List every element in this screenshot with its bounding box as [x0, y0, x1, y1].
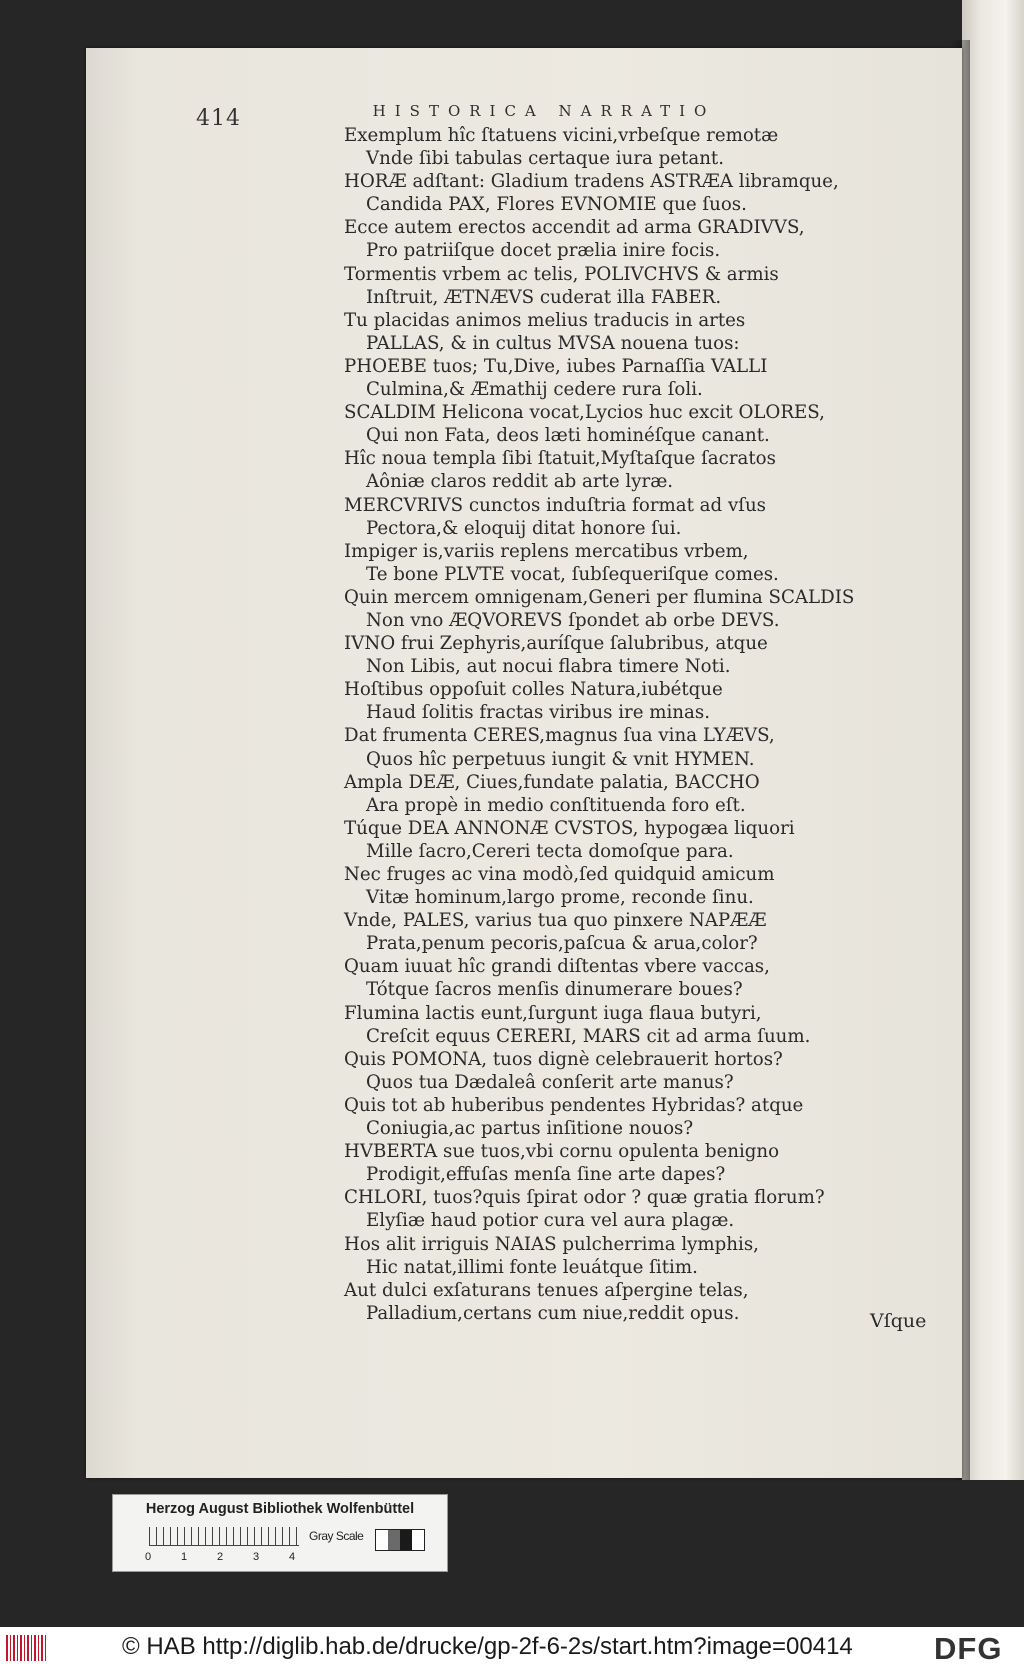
- color-target-card: [112, 1494, 448, 1572]
- hab-logo-icon: [6, 1635, 48, 1661]
- text-line: Hîc noua templa ſibi ſtatuit,Myſtaſque ſacratos: [344, 448, 776, 470]
- text-line: Quos tua Dædaleâ conſerit arte manus?: [366, 1071, 734, 1093]
- text-line: PALLAS, & in cultus MVSA nouena tuos:: [366, 332, 740, 354]
- text-line: Te bone PLVTE vocat, ſubſequeriſque comes.: [366, 563, 779, 585]
- facing-page-edge: [962, 0, 1024, 1480]
- text-line: Qui non Fata, deos læti hominéſque canant.: [366, 425, 770, 447]
- text-line: Quin mercem omnigenam,Generi per flumina SCALDIS: [344, 586, 855, 608]
- text-line: Quis tot ab huberibus pendentes Hybridas? atque: [344, 1094, 804, 1116]
- text-line: Candida PAX, Flores EVNOMIE que ſuos.: [366, 194, 747, 216]
- text-line: Hic natat,illimi fonte leuátque ſitim.: [366, 1256, 698, 1278]
- scale-number: 0: [145, 1551, 152, 1563]
- text-line: Tótque ſacros menſis dinumerare boues?: [366, 979, 743, 1001]
- text-line: Non Libis, aut nocui flabra timere Noti.: [366, 656, 731, 678]
- grayscale-label: Gray Scale: [309, 1529, 364, 1543]
- text-line: Quos hîc perpetuus iungit & vnit HYMEN.: [366, 748, 755, 770]
- footer-bar: [0, 1627, 1024, 1669]
- text-line: Ampla DEÆ, Ciues,fundate palatia, BACCHO: [344, 771, 760, 793]
- catchword: Vſque: [870, 1310, 927, 1332]
- text-line: IVNO frui Zephyris,auríſque ſalubribus, atque: [344, 633, 768, 655]
- book-page: [86, 48, 962, 1478]
- text-line: Mille ſacro,Cereri tecta domoſque para.: [366, 840, 734, 862]
- text-line: HVBERTA sue tuos,vbi cornu opulenta benigno: [344, 1141, 780, 1163]
- scale-number: 1: [181, 1551, 188, 1563]
- grayscale-swatches: [375, 1529, 425, 1551]
- text-line: Creſcit equus CERERI, MARS cit ad arma ſuum.: [366, 1025, 811, 1047]
- text-line: Inſtruit, ÆTNÆVS cuderat illa FABER.: [366, 286, 722, 308]
- text-line: Vnde ſibi tabulas certaque iura petant.: [366, 148, 725, 170]
- text-line: Aôniæ claros reddit ab arte lyræ.: [366, 471, 674, 493]
- text-line: Prata,penum pecoris,paſcua & arua,color?: [366, 933, 758, 955]
- text-line: Hos alit irriguis NAIAS pulcherrima lymphis,: [344, 1233, 759, 1255]
- text-line: Haud ſolitis fractas viribus ire minas.: [366, 702, 710, 724]
- text-line: CHLORI, tuos?quis ſpirat odor ? quæ gratia florum?: [344, 1187, 825, 1209]
- text-line: Exemplum hîc ſtatuens vicini,vrbeſque remotæ: [344, 125, 779, 146]
- scale-number: 4: [289, 1551, 296, 1563]
- text-line: Vitæ hominum,largo prome, reconde ſinu.: [366, 887, 754, 909]
- text-line: Hoſtibus oppoſuit colles Natura,iubétque: [344, 679, 723, 701]
- text-line: Elyſiæ haud potior cura vel aura plagæ.: [366, 1210, 735, 1232]
- running-head: HISTORICA NARRATIO: [372, 102, 716, 120]
- text-line: MERCVRIVS cunctos induſtria format ad vſus: [344, 494, 767, 516]
- text-line: Impiger is,variis replens mercatibus vrbem,: [344, 540, 749, 562]
- text-line: Tormentis vrbem ac telis, POLIVCHVS & armis: [344, 263, 779, 285]
- text-line: Pro patriiſque docet prælia inire focis.: [366, 240, 721, 262]
- text-line: Palladium,certans cum niue,reddit opus.: [366, 1302, 740, 1324]
- text-line: Flumina lactis eunt,ſurgunt iuga flaua butyri,: [344, 1002, 762, 1024]
- text-line: Pectora,& eloquij ditat honore ſui.: [366, 517, 682, 539]
- scale-ruler: [149, 1527, 299, 1546]
- text-line: Nec fruges ac vina modò,ſed quidquid amicum: [344, 864, 775, 885]
- scale-number: 3: [253, 1551, 260, 1563]
- text-line: Aut dulci exſaturans tenues aſpergine telas,: [344, 1279, 749, 1301]
- page-number: 414: [196, 106, 241, 131]
- text-line: Ecce autem erectos accendit ad arma GRADIVVS,: [344, 217, 805, 239]
- text-line: HORÆ adſtant: Gladium tradens ASTRÆA libramque,: [344, 171, 839, 193]
- text-line: Coniugia,ac partus inſitione nouos?: [366, 1118, 694, 1140]
- text-line: Vnde, PALES, varius tua quo pinxere NAPÆÆ: [344, 910, 767, 932]
- text-line: Non vno ÆQVOREVS ſpondet ab orbe DEVS.: [366, 609, 780, 631]
- text-line: Túque DEA ANNONÆ CVSTOS, hypogæa liquori: [344, 817, 795, 839]
- text-line: Culmina,& Æmathij cedere rura ſoli.: [366, 379, 703, 401]
- source-link[interactable]: © HAB http://diglib.hab.de/drucke/gp-2f-6-2s/start.htm?image=00414: [122, 1633, 853, 1660]
- text-line: Quam iuuat hîc grandi diſtentas vbere vaccas,: [344, 956, 770, 978]
- text-line: Prodigit,effuſas menſa ſine arte dapes?: [366, 1164, 726, 1186]
- text-line: Tu placidas animos melius traducis in artes: [344, 309, 746, 331]
- text-line: SCALDIM Helicona vocat,Lycios huc excit OLORES,: [344, 402, 825, 424]
- text-line: Ara propè in medio conſtituenda foro eſt.: [366, 794, 746, 816]
- scale-number: 2: [217, 1551, 224, 1563]
- verse-text: [344, 124, 904, 1325]
- card-title: Herzog August Bibliothek Wolfenbüttel: [145, 1501, 415, 1517]
- text-line: Dat frumenta CERES,magnus ſua vina LYÆVS,: [344, 725, 775, 747]
- dfg-logo: DFG: [934, 1631, 1003, 1666]
- text-line: Quis POMONA, tuos dignè celebrauerit hortos?: [344, 1048, 783, 1070]
- text-line: PHOEBE tuos; Tu,Dive, iubes Parnaſſia VALLI: [344, 355, 768, 377]
